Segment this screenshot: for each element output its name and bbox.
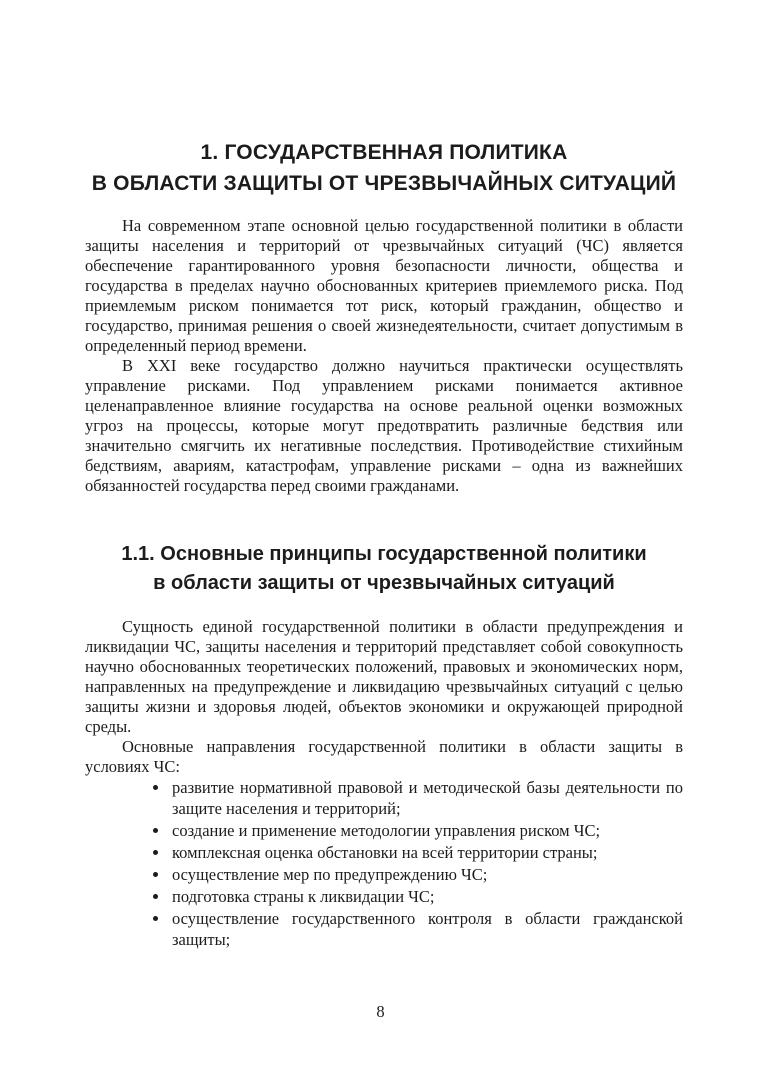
section-title: [85, 540, 683, 598]
section-paragraph: Сущность единой государственной политики в области предупреждения и ликвидации ЧС, защиты населения и территорий представляет собой совокупность научно обоснованных теоретических положений, правовых и экономических норм, направленных на предупреждение и ликвидацию чрезвычайных ситуаций с целью защиты жизни и здоровья людей, объектов экономики и окружающей природной среды.: [85, 617, 683, 736]
list-item-4: • осуществление мер по предупреждению ЧС;: [170, 864, 683, 885]
intro-paragraph-2: В XXI веке государство должно научиться практически осуществлять управление рисками. Под управлением рисками понимается активное целенаправленное влияние государства на основе реальной оценки возможных угроз на процессы, которые могут предотвратить различные бедствия или значительно смягчить их негативные последствия. Противодействие стихийным бедствиям, авариям, катастрофам, управление рисками – одна из важнейших обязанностей государства перед своими гражданами.: [85, 356, 683, 495]
list-item-6: • осуществление государственного контроля в области гражданской защиты;: [170, 908, 683, 950]
list-item-1: • развитие нормативной правовой и методической базы деятельности по защите населения и территорий;: [170, 777, 683, 819]
list-item-5: • подготовка страны к ликвидации ЧС;: [170, 886, 683, 907]
chapter-title-line2: В ОБЛАСТИ ЗАЩИТЫ ОТ ЧРЕЗВЫЧАЙНЫХ СИТУАЦИЙ: [91, 172, 677, 195]
section-title-line1: 1.1. Основные принципы государственной политики: [121, 543, 647, 565]
list-item-3: • комплексная оценка обстановки на всей территории страны;: [170, 842, 683, 863]
policy-directions-list: [85, 777, 683, 950]
list-intro: Основные направления государственной политики в области защиты в условиях ЧС:: [85, 737, 683, 776]
list-item-2: • создание и применение методологии управления риском ЧС;: [170, 820, 683, 841]
section-title-line2: в области защиты от чрезвычайных ситуаций: [153, 572, 615, 594]
chapter-title-line1: 1. ГОСУДАРСТВЕННАЯ ПОЛИТИКА: [200, 141, 568, 164]
chapter-title: [85, 137, 683, 199]
intro-paragraph-1: На современном этапе основной целью государственной политики в области защиты населения и территорий от чрезвычайных ситуаций (ЧС) является обеспечение гарантированного уровня безопасности личности, общества и государства в пределах научно обоснованных критериев приемлемого риска. Под приемлемым риском понимается тот риск, который гражданин, общество и государство, принимая решения о своей жизнедеятельности, считает допустимым в определенный период времени.: [85, 216, 683, 355]
page-number: 8: [376, 1002, 385, 1021]
